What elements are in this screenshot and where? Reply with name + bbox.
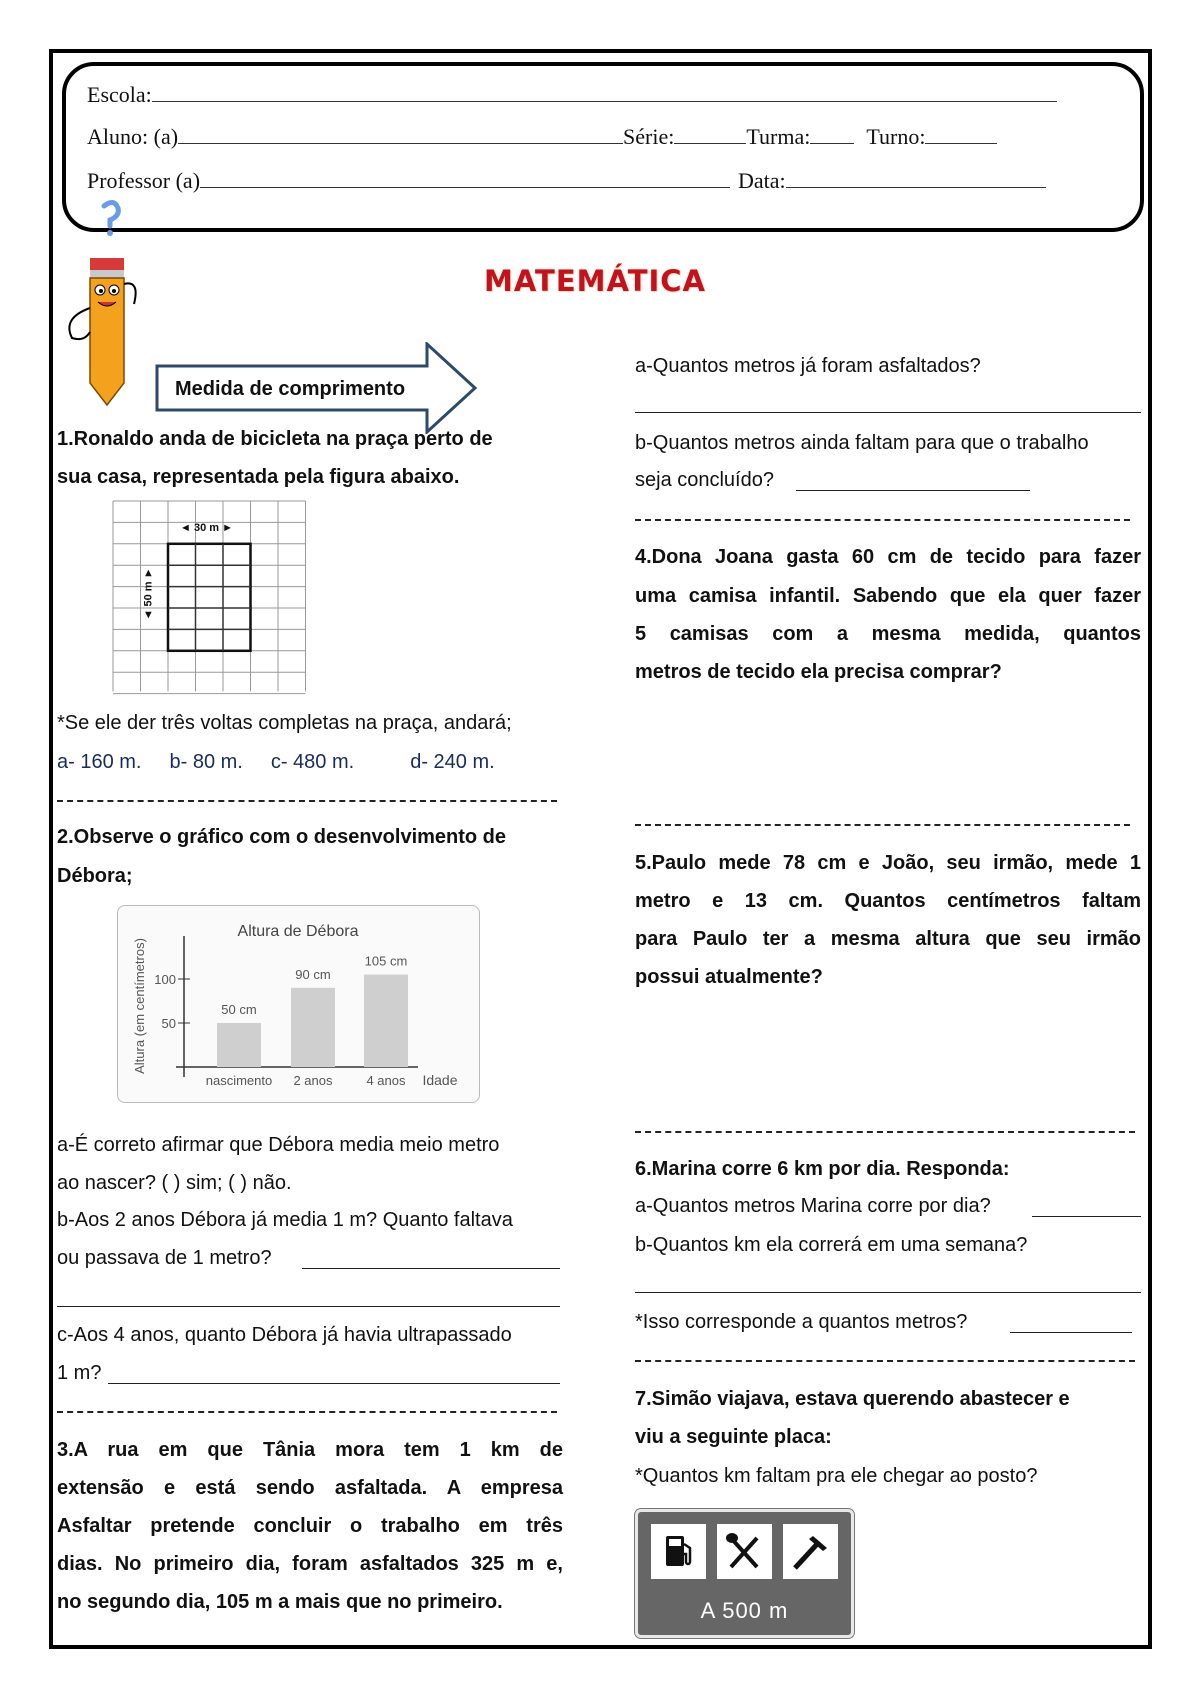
y-axis-label: Altura (em centímetros): [132, 938, 147, 1074]
data-label: 105 cm: [364, 953, 408, 969]
pencil-mascot-icon: [62, 198, 142, 408]
q5-text: possui atualmente?: [635, 966, 823, 988]
option-c[interactable]: c- 480 m.: [270, 751, 355, 773]
q3a-text: a-Quantos metros já foram asfaltados?: [635, 355, 981, 377]
turma-label: Turma:: [746, 124, 811, 149]
bar-2-anos: [291, 988, 335, 1067]
aluno-label: Aluno: (a): [87, 124, 179, 149]
escola-label: Escola:: [87, 82, 152, 107]
q5-text: metro e 13 cm. Quantos centímetros faltam: [635, 890, 1141, 912]
q5-text: 5.Paulo mede 78 cm e João, seu irmão, mede 1: [635, 852, 1141, 874]
x-axis-label: Idade: [422, 1072, 458, 1088]
restaurant-icon: [717, 1524, 772, 1579]
serie-label: Série:: [623, 124, 675, 149]
q4-text: 4.Dona Joana gasta 60 cm de tecido para fazer: [635, 546, 1141, 568]
professor-field[interactable]: [200, 169, 730, 188]
q2a-answer[interactable]: ao nascer? ( ) sim; ( ) não.: [57, 1172, 292, 1194]
q2b-text: ou passava de 1 metro?: [57, 1247, 272, 1269]
professor-label: Professor (a): [87, 168, 201, 193]
x-tick-label: 2 anos: [293, 1073, 333, 1088]
divider: [635, 1360, 1135, 1362]
q1-prompt: *Se ele der três voltas completas na praça, andará;: [57, 712, 512, 734]
q3b-text: seja concluído?: [635, 469, 774, 491]
q2c-text: 1 m?: [57, 1362, 102, 1384]
q3-text: 3.A rua em que Tânia mora tem 1 km de: [57, 1439, 563, 1461]
square-figure: [112, 500, 308, 703]
q1-text: 1.Ronaldo anda de bicicleta na praça perto de: [57, 428, 493, 450]
q6c-answer-line[interactable]: [1010, 1332, 1132, 1333]
q3-text: extensão e está sendo asfaltada. A empresa: [57, 1477, 563, 1499]
mechanic-icon: [783, 1524, 838, 1579]
q7-text: viu a seguinte placa:: [635, 1426, 832, 1448]
q2-text: Débora;: [57, 865, 133, 887]
turno-field[interactable]: [925, 125, 997, 144]
q1-text: sua casa, representada pela figura abaixo.: [57, 466, 460, 488]
q2b-answer-line[interactable]: [57, 1306, 560, 1307]
divider: [57, 1411, 557, 1413]
q7-prompt: *Quantos km faltam pra ele chegar ao posto?: [635, 1465, 1038, 1487]
width-label: ◄ 30 m ►: [180, 522, 233, 534]
y-tick-label: 100: [154, 972, 176, 987]
q3-text: dias. No primeiro dia, foram asfaltados 325 m e,: [57, 1553, 563, 1575]
q1-options: [57, 750, 523, 774]
divider: [635, 824, 1130, 826]
q6-text: 6.Marina corre 6 km por dia. Responda:: [635, 1158, 1010, 1180]
q6a-text: a-Quantos metros Marina corre por dia?: [635, 1195, 991, 1217]
q2c-text: c-Aos 4 anos, quanto Débora já havia ultrapassado: [57, 1324, 512, 1346]
bar-4-anos: [364, 975, 408, 1067]
topic-label: Medida de comprimento: [175, 378, 406, 400]
turma-field[interactable]: [810, 125, 854, 144]
sign-distance: A 500 m: [700, 1598, 789, 1623]
q6b-text: b-Quantos km ela correrá em uma semana?: [635, 1234, 1028, 1256]
height-value: 50 m: [142, 581, 155, 607]
option-a[interactable]: a- 160 m.: [57, 751, 142, 773]
data-field[interactable]: [786, 169, 1046, 188]
x-tick-label: 4 anos: [366, 1073, 406, 1088]
q6a-answer-line[interactable]: [1032, 1216, 1141, 1217]
q2c-answer-line[interactable]: [108, 1383, 560, 1384]
road-sign: [635, 1509, 854, 1638]
q4-text: metros de tecido ela precisa comprar?: [635, 661, 1002, 683]
q2b-text: b-Aos 2 anos Débora já media 1 m? Quanto faltava: [57, 1209, 513, 1231]
turno-label: Turno:: [866, 124, 926, 149]
q3b-answer-line[interactable]: [796, 490, 1030, 491]
x-tick-label: nascimento: [205, 1073, 273, 1088]
q4-text: 5 camisas com a mesma medida, quantos: [635, 623, 1141, 645]
q3a-answer-line[interactable]: [635, 412, 1141, 413]
bar-chart: [118, 906, 479, 1102]
height-chart: [117, 905, 480, 1103]
divider: [57, 800, 557, 802]
escola-field[interactable]: [87, 82, 1057, 108]
square-outline: [168, 544, 251, 651]
option-b[interactable]: b- 80 m.: [169, 751, 243, 773]
divider: [635, 1131, 1135, 1133]
data-label: 50 cm: [221, 1002, 257, 1017]
q2-text: 2.Observe o gráfico com o desenvolvimento de: [57, 826, 507, 848]
q3b-text: b-Quantos metros ainda faltam para que o trabalho: [635, 432, 1089, 454]
chart-title: Altura de Débora: [237, 923, 359, 940]
professor-row: [87, 168, 1046, 194]
q7-text: 7.Simão viajava, estava querendo abastecer e: [635, 1388, 1070, 1410]
serie-field[interactable]: [674, 125, 746, 144]
fuel-pump-icon: [651, 1524, 706, 1579]
data-label: 90 cm: [295, 966, 331, 982]
q4-text: uma camisa infantil. Sabendo que ela quer fazer: [635, 585, 1141, 607]
q2a-text: a-É correto afirmar que Débora media meio metro: [57, 1134, 500, 1156]
height-label: ◄ 50 m ►: [142, 567, 155, 621]
aluno-field[interactable]: [178, 125, 623, 144]
q6b-answer-line[interactable]: [635, 1292, 1141, 1293]
aluno-row: [87, 124, 997, 150]
y-tick-label: 50: [161, 1016, 176, 1031]
width-value: 30 m: [193, 522, 220, 534]
page-title: MATEMÁTICA: [484, 264, 706, 298]
q3-text: no segundo dia, 105 m a mais que no primeiro.: [57, 1591, 503, 1613]
bar-nascimento: [217, 1023, 261, 1067]
q2b-answer-line[interactable]: [302, 1268, 560, 1269]
q5-text: para Paulo ter a mesma altura que seu irmão: [635, 928, 1141, 950]
divider: [635, 519, 1130, 521]
q6c-text: *Isso corresponde a quantos metros?: [635, 1311, 968, 1333]
option-d[interactable]: d- 240 m.: [410, 751, 495, 773]
data-label: Data:: [738, 168, 786, 193]
q3-text: Asfaltar pretende concluir o trabalho em três: [57, 1515, 563, 1537]
